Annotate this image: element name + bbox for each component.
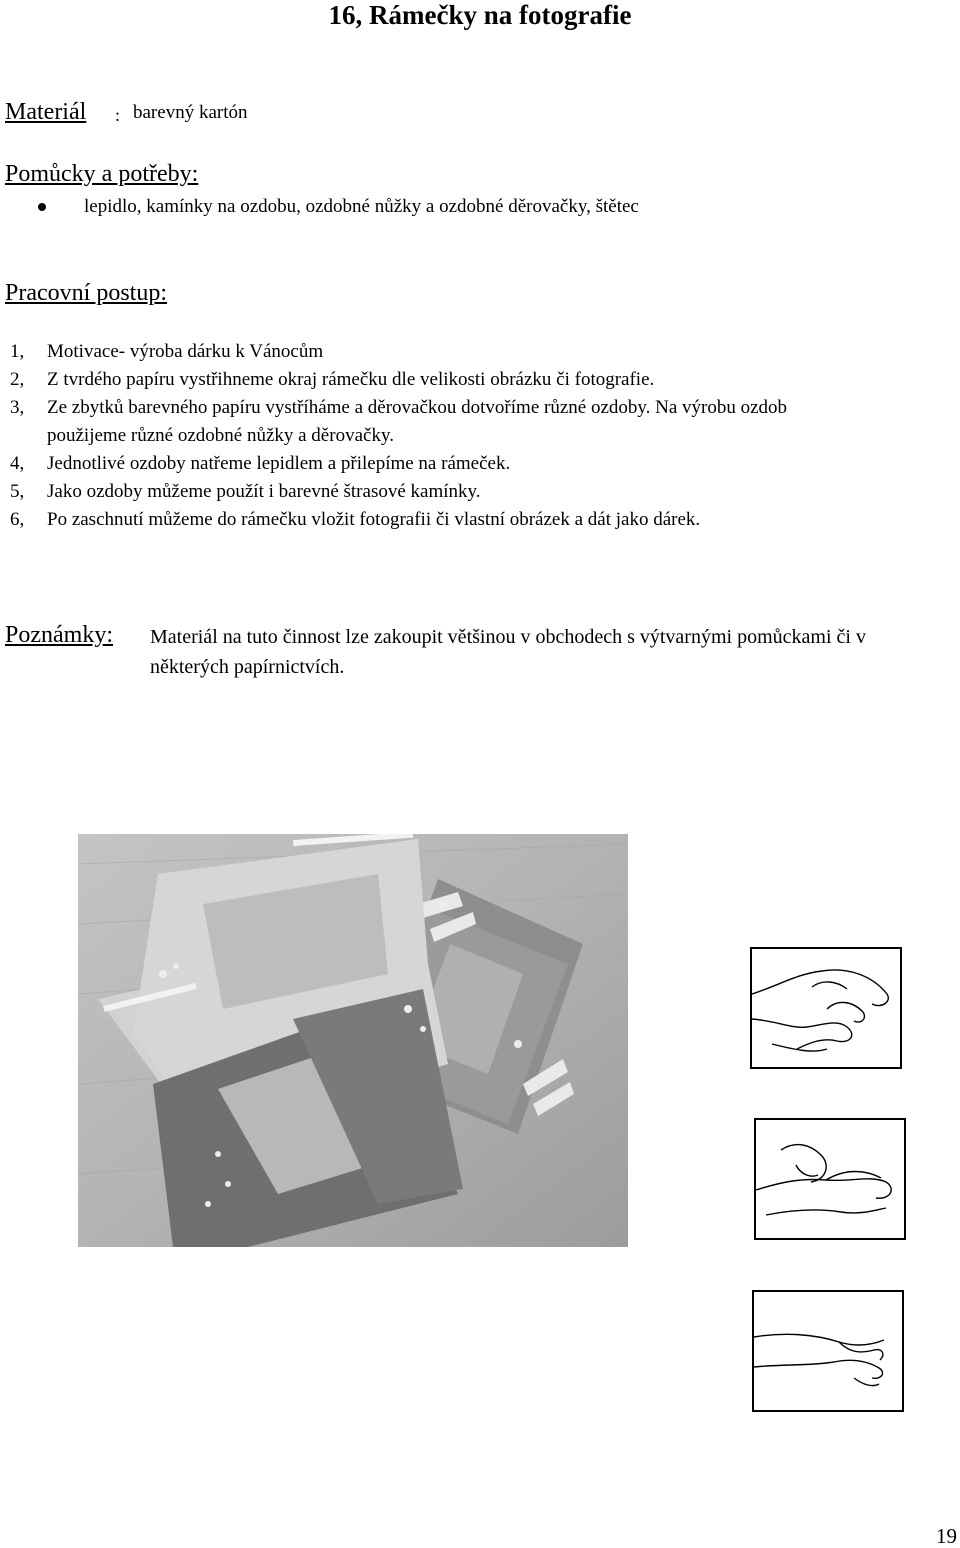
tools-item-text: lepidlo, kamínky na ozdobu, ozdobné nůžky a ozdobné děrovačky, štětec	[84, 196, 639, 217]
frames-photo	[78, 834, 628, 1247]
tools-label: Pomůcky a potřeby:	[5, 161, 199, 187]
procedure-step	[10, 450, 910, 478]
step-text: Jednotlivé ozdoby natřeme lepidlem a přilepíme na rámeček.	[47, 453, 511, 474]
step-number: 2,	[10, 369, 25, 390]
procedure-step	[10, 506, 837, 534]
step-text: Z tvrdého papíru vystřihneme okraj rámečku dle velikosti obrázku či fotografie.	[47, 369, 655, 390]
hand-illustration-2	[754, 1118, 906, 1240]
step-text: Motivace- výroba dárku k Vánocům	[47, 341, 324, 362]
procedure-steps	[10, 338, 910, 534]
procedure-step	[10, 366, 910, 394]
procedure-step	[10, 338, 910, 366]
hand-folding-icon	[756, 1120, 904, 1238]
step-number: 3,	[10, 397, 25, 418]
hand-pinching-icon	[754, 1292, 902, 1410]
page-number: 19	[936, 1524, 957, 1548]
step-number: 1,	[10, 341, 25, 362]
step-number: 6,	[10, 509, 25, 530]
procedure-step	[10, 478, 910, 506]
page-title: 16, Rámečky na fotografie	[328, 0, 632, 30]
step-text: Ze zbytků barevného papíru vystříháme a děrovačkou dotvoříme různé ozdoby. Na výrobu ozdob použijeme různé ozdobné nůžky a děrovačky.	[47, 397, 788, 446]
step-number: 5,	[10, 481, 25, 502]
hand-illustration-3	[752, 1290, 904, 1412]
notes-text: Materiál na tuto činnost lze zakoupit většinou v obchodech s výtvarnými pomůckami či v některých papírnictvích.	[150, 626, 866, 678]
material-value: barevný kartón	[133, 102, 248, 123]
bullet-icon	[38, 203, 46, 211]
step-text: Po zaschnutí můžeme do rámečku vložit fotografii či vlastní obrázek a dát jako dárek.	[47, 509, 701, 530]
hand-illustration-1	[750, 947, 902, 1069]
material-label: Materiál	[5, 99, 87, 125]
step-text: Jako ozdoby můžeme použít i barevné štrasové kamínky.	[47, 481, 481, 502]
step-number: 4,	[10, 453, 25, 474]
material-separator: :	[115, 105, 121, 125]
hand-pressing-icon	[752, 949, 900, 1067]
notes-label: Poznámky:	[5, 622, 113, 648]
procedure-step	[10, 394, 837, 450]
procedure-label: Pracovní postup:	[5, 280, 167, 306]
